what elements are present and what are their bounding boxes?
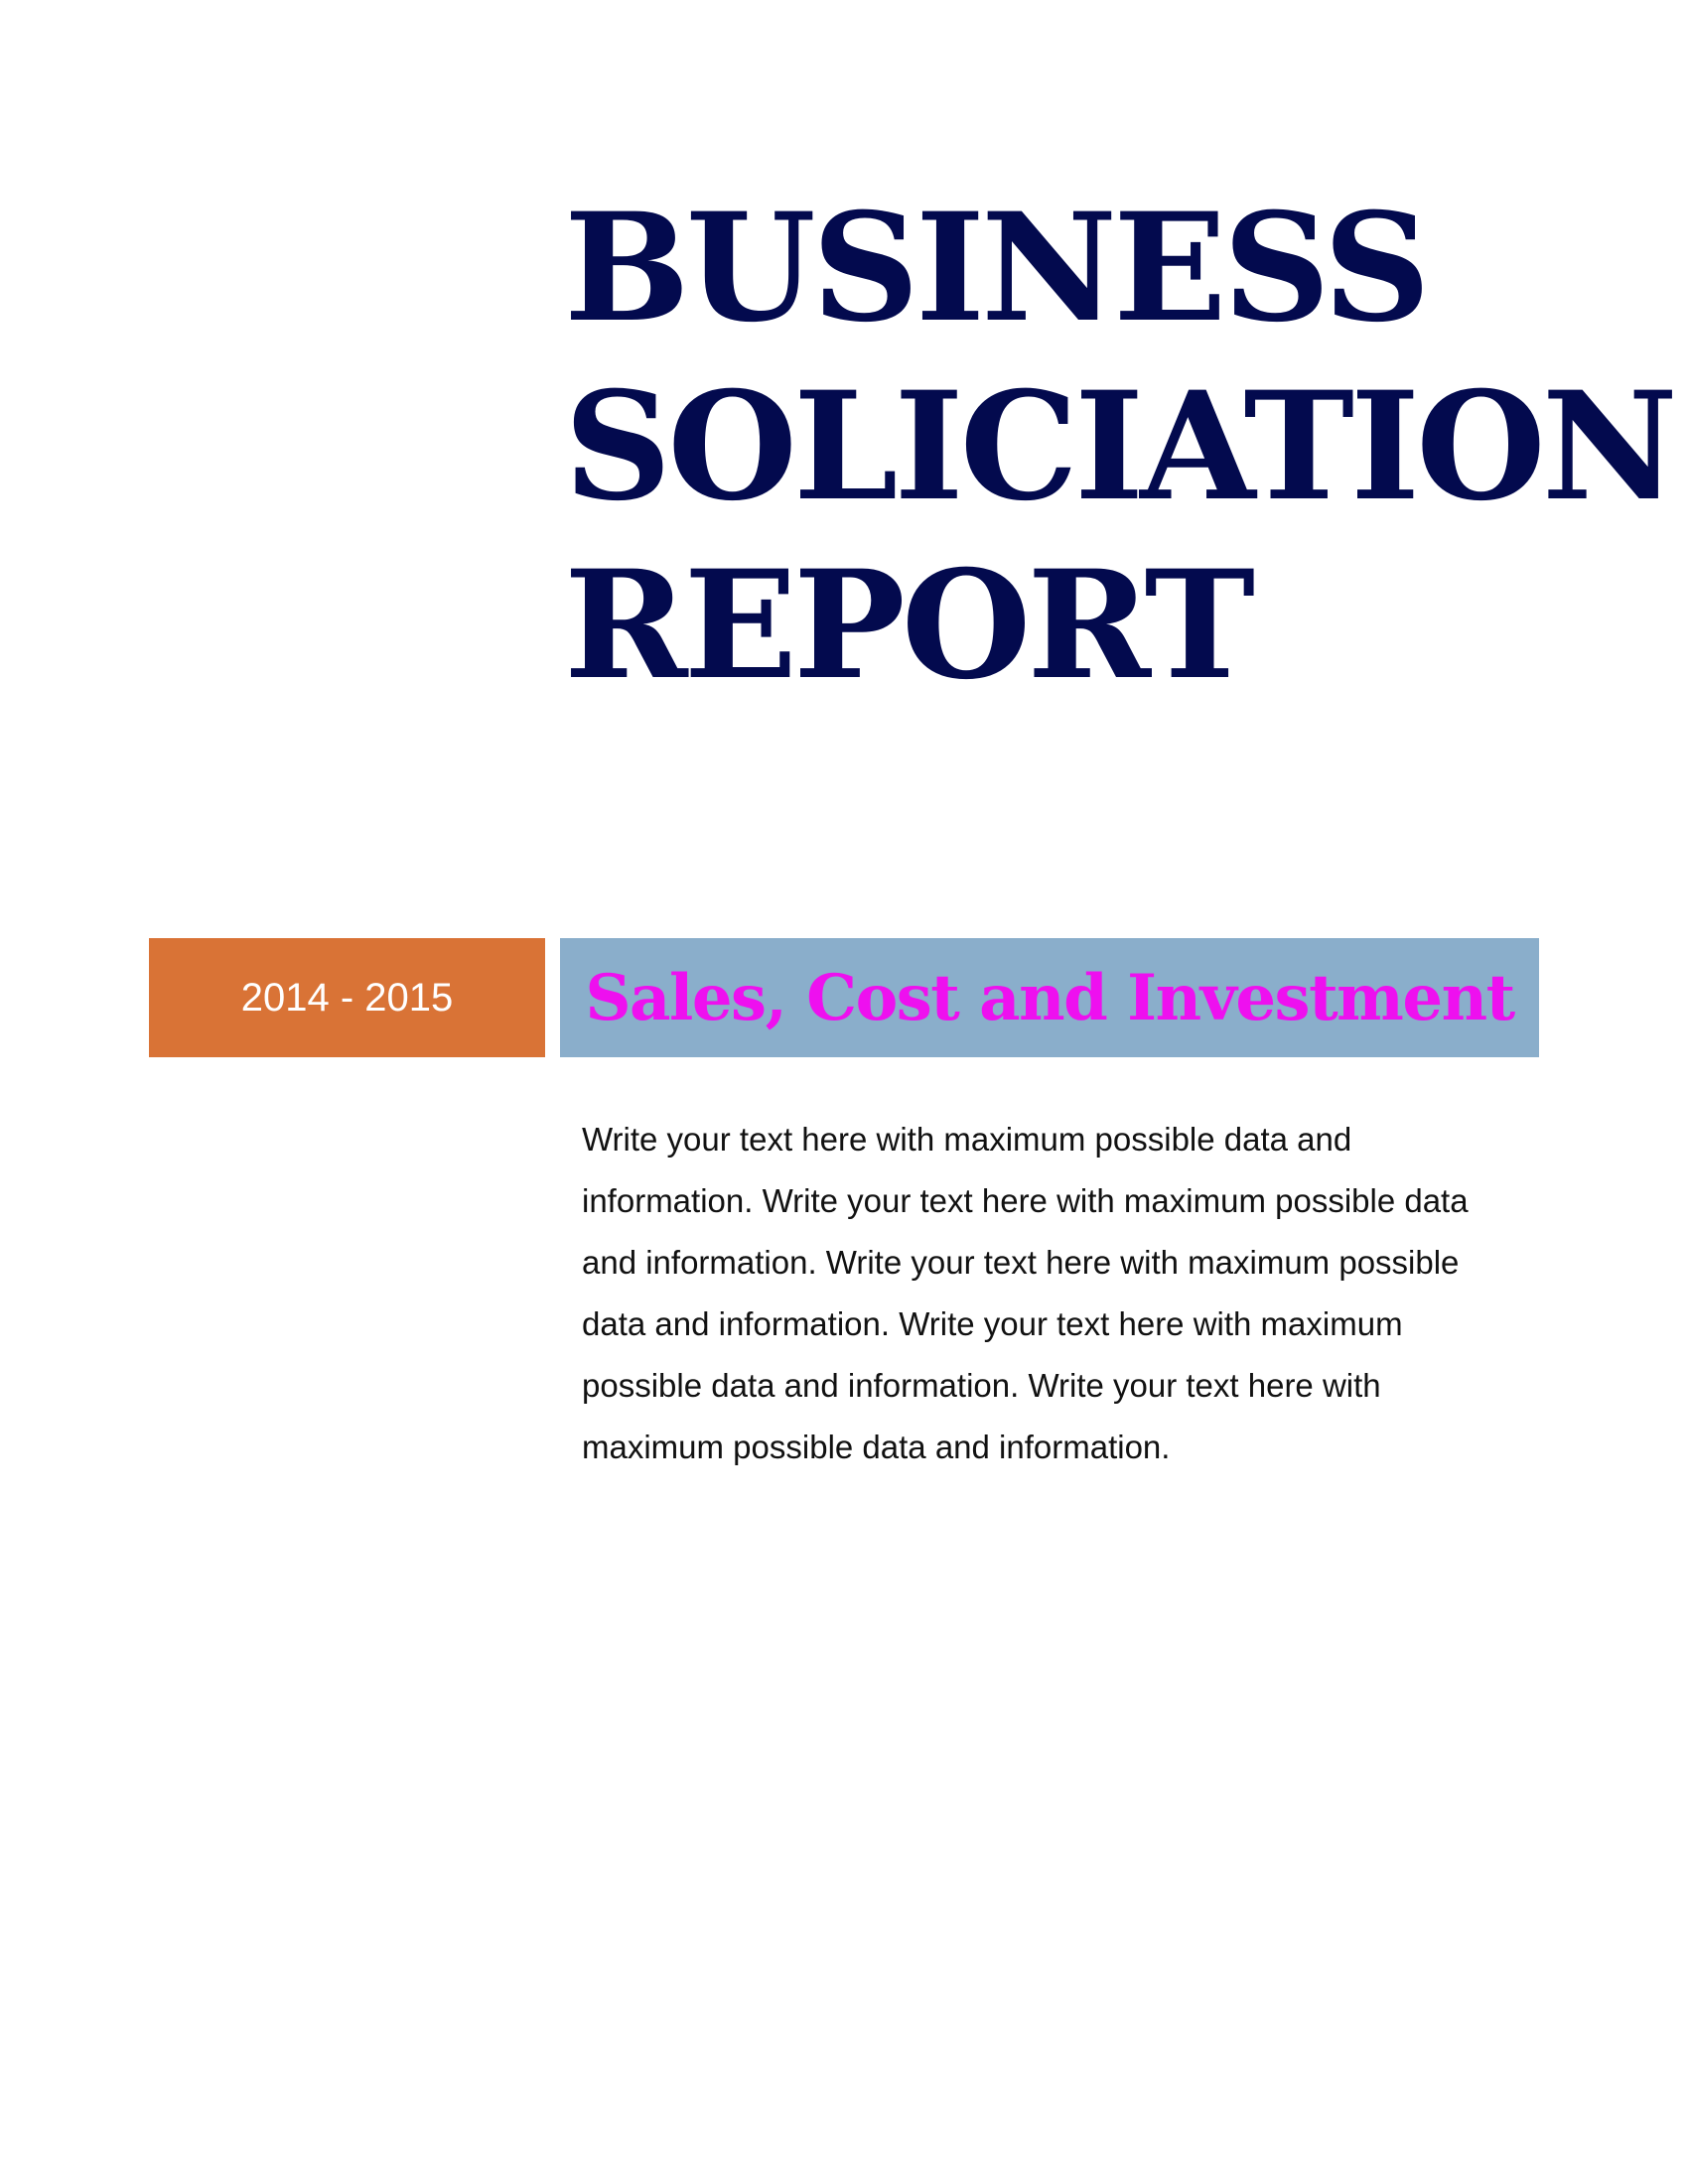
report-title-line-1: BUSINESS	[564, 181, 1427, 355]
year-range-banner	[149, 938, 545, 1057]
section-heading: Sales, Cost and Investment	[585, 960, 1514, 1035]
report-title-line-2: SOLICIATION	[564, 359, 1674, 534]
section-heading-banner	[560, 938, 1539, 1057]
report-title-line-3: REPORT	[564, 538, 1252, 713]
body-paragraph: Write your text here with maximum possible data and information. Write your text here with maximum possible data and information. Write your text here with maximum possible data and information. Write your text here with maximum possible data and information. Write your text here with maximum possible data and information.	[582, 1121, 1469, 1465]
year-range-label: 2014 - 2015	[240, 975, 454, 1020]
report-title	[564, 179, 1674, 715]
